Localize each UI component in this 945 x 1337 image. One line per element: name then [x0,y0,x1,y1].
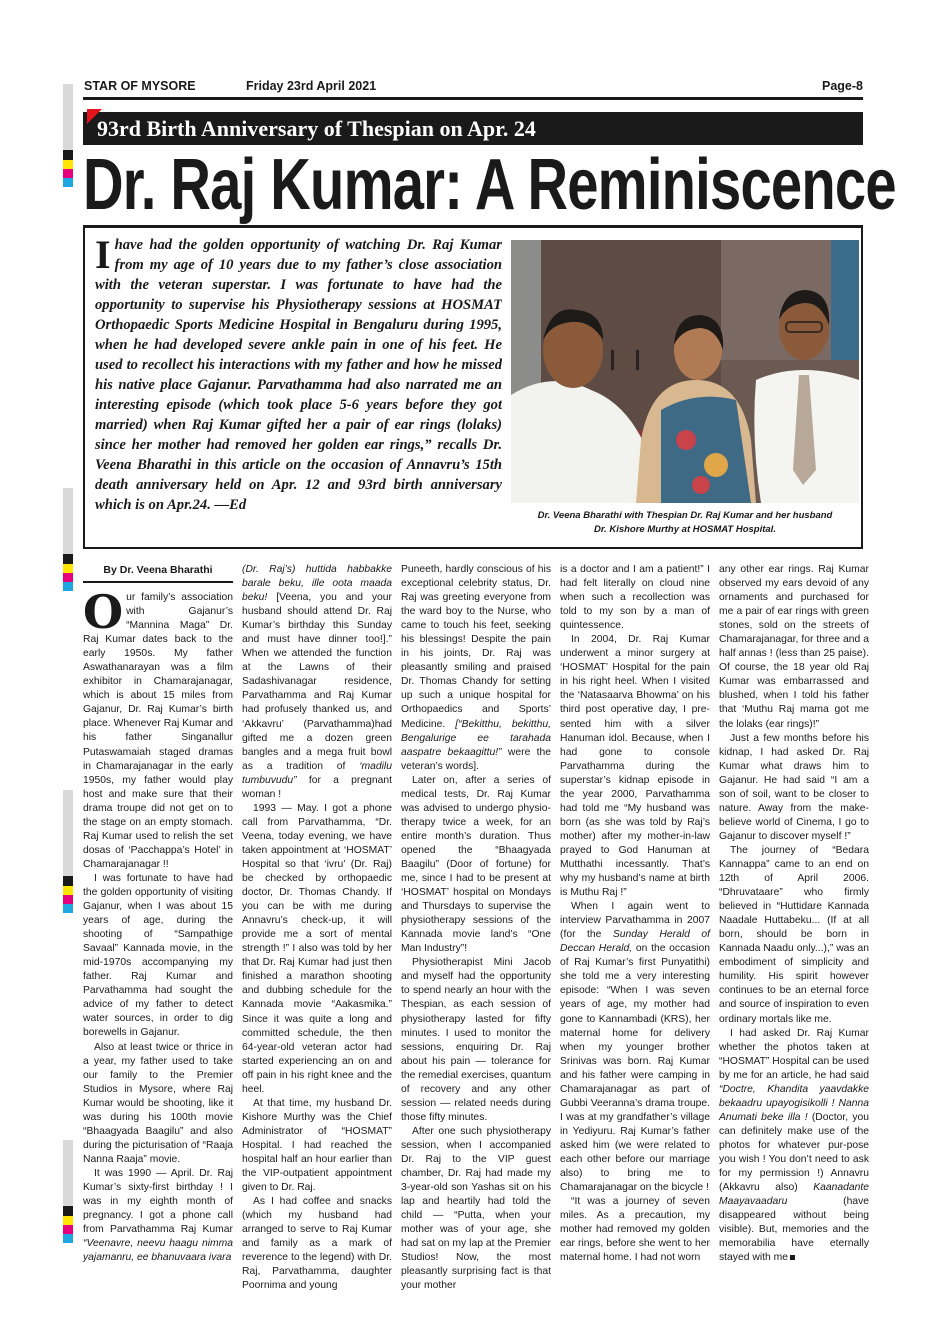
kicker-banner: 93rd Birth Anniversary of Thespian on Apr. 24 [83,112,863,145]
paragraph [242,1195,392,1293]
paragraph [719,844,869,1027]
page-number: Page-8 [822,79,863,93]
text-run: on the occasion of Raj Kumar’s first Punyatithi) she told me a very interesting episode: “When I was seven years of age, my mother had gone to Kannambadi (KRS), her maternal home for delivery when my younger brother Srinivas was born. Raj Kumar and his father were camping in Chamarajanagar as part of Gubbi Veeranna’s drama troupe. I was at my grandfather’s village in Yediyuru. Raj Kumar’s father asked him (we were related to each other before our marriage also) to bring me to Chamarajanagar on the bicycle ! [560,943,710,1194]
paragraph [83,1167,233,1265]
text-run: As I had coffee and snacks (which my husband had arranged to serve to Raj Kumar and family as a mark of reverence to the legend) with Dr. Raj, Parvathamma, daughter Poornima and young [242,1196,392,1292]
text-run: The journey of “Bedara Kannappa” came to an end on 12th of April 2006. “Dhruvataare” who firmly believed in “Huttidare Kannada Naadale Huttabeku... (If at all born, should be born in Kannada Naadu only...),” was an embodiment of simplicity and humility. His spirit however continues to be an eternal force and source of inspiration to even ordinary mortals like me. [719,844,869,1025]
paragraph [242,563,392,802]
italic-text: (Dr. Raj’s) huttida habbakke barale beku, ille oota maada beku! [242,564,392,604]
end-mark [790,1255,795,1260]
paragraph [401,563,551,774]
text-run: ur family’s association with Gajanur’s “Mannina Maga” Dr. Raj Kumar dates back to the early 1950s. My father Aswathanarayan was a film exhibitor in Chamarajanagar, which is about 15 miles from Gajanur, Dr. Raj Kumar’s birth place. Whenever Raj Kumar and his father Singanallur Putaswamaiah staged dramas in Chamarajanagar in the early 1950s, my father would play host and make sure that their drama troupe did not get on to the stage on an empty stomach. Raj Kumar used to relish the set dosas of ‘Pacchappa’s Hotel’ in Chamarajanagar !! [83,592,233,870]
paragraph [719,732,869,844]
article-column [560,563,710,1265]
drop-cap: O [83,585,124,639]
paragraph [83,585,233,872]
article-column [401,563,551,1293]
intro-body: have had the golden opportunity of watching Dr. Raj Kumar from my age of 10 years due to my father’s close association with the veteran superstar. I was fortunate to have had the opportunity to supervise his Physiotherapy sessions at HOSMAT Orthopaedic Sports Medicine Hospital in Bengaluru during 1995, when he had developed severe ankle pain in one of his feet. He used to recollect his interactions with my father and how he missed his native place Gajanur. Parvathamma had also narrated me an interesting episode (which took place 5-6 years before they got married) when Raj Kumar gifted her a pair of ear rings (lolaks) since her mother had removed her golden ear rings,” recalls Dr. Veena Bharathi in this article on the occasion of Annavru’s 15th death anniversary held on Apr. 12 and 93rd birth anniversary which is on Apr.24. —Ed [95,237,502,513]
paragraph [83,1041,233,1167]
paragraph [560,1195,710,1265]
paragraph [560,900,710,1195]
text-run: I had asked Dr. Raj Kumar whether the photos taken at “HOSMAT” Hospital can be used by me for an article, he had said [719,1027,869,1081]
paragraph [560,563,710,633]
paragraph [242,1097,392,1195]
text-run: It was 1990 — April. Dr. Raj Kumar’s sixty-first birthday ! I was in my eighth month of pregnancy. I got a phone call from Parvathamma Raj Kumar [83,1167,233,1236]
text-run: Also at least twice or thrice in a year, my father used to take our family to the Premier Studios in Mysore, where Raj Kumar would be shooting, like it was during his 100th movie “Bhaagyada Baagilu” and also during the picturisation of “Raaja Nanna Raaja” movie. [83,1041,233,1165]
italic-text: [“Bekitthu, bekitthu, Bengalurige ee tarahada aaspatre bekaagittu!” [401,718,551,758]
paragraph [242,802,392,1097]
text-run: were the veteran’s words]. [401,746,551,772]
text-run: 1993 — May. I got a phone call from Parvathamma, “Dr. Veena, today evening, we have taken appointment at ‘HOSMAT’ Hospital so that ‘ivru’ (Dr. Raj) be checked by orthopaedic doctor, Dr. Thomas Chandy. If you can be with me during Annavru’s check-up, it will provide me a sort of mental strength !” I also was told by her that Dr. Raj Kumar had just then finished a marathon shooting and dubbing schedule for the Kannada movie “Aakasmika.” Since it was quite a long and committed schedule, the then 64-year-old veteran actor had started experiencing an on and off pain in his right knee and the heel. [242,802,392,1095]
photo-caption-line: Dr. Veena Bharathi with Thespian Dr. Raj Kumar and her husband [537,510,833,521]
text-run: (Doctor, you can definitely make use of the photos for whatever pur-pose you wish ! You don’t need to ask for my permission !) Annavru (Akkavru also) [719,1111,869,1194]
paragraph [401,774,551,957]
paragraph [401,956,551,1125]
text-run: for a pregnant woman ! [242,774,392,800]
italic-text: “Doctre, Khandita yaavdakke bekaadru upayogisikolli ! Nanna Anumati beke illa ! [719,1083,869,1123]
text-run: When I again went to interview Parvathamma in 2007 (for the [560,901,710,941]
headline: Dr. Raj Kumar: A Reminiscence [83,145,896,225]
registration-marks [63,1140,73,1243]
photo [511,240,859,503]
text-run: (have disappeared without being visible). But, memories and the memorabilia have eternally stayed with me [719,1196,869,1264]
byline-rule [83,581,233,583]
italic-text: ‘madilu tumbuvudu” [242,760,392,786]
article-column [83,585,233,1265]
text-run: any other ear rings. Raj Kumar observed my ears devoid of any ornaments and purchased for me a pair of ear rings with green stones, sold on the streets of Chamarajanagar, for three and a half annas ! (less than 25 paise). Of course, the 18 year old Raj Kumar was embarrassed and blushed, when I told his father that ‘Muthu Raj mama got me the lolaks (ear rings)!” [719,564,869,730]
text-run: In 2004, Dr. Raj Kumar underwent a minor surgery at ‘HOSMAT’ Hospital for the pain in his right heel. When I visited the ‘Natasaarva Bhowma’ on his third post operative day, I pre-sented him with a silver Hanuman idol. Because, when I had gone to console Parvathamma during the superstar’s kidnap episode in the year 2000, Parvathamma had told me “My husband was born (as she was told by Raj’s mother) after my mother-in-law prayed to God Hanuman at Mutthathi incessantly. That’s why my husband’s name at birth is Muthu Raj !” [560,634,710,899]
issue-date: Friday 23rd April 2021 [246,79,377,93]
photo-caption [511,509,859,537]
italic-text: Sunday Herald of Deccan Herald, [560,929,710,955]
paragraph [719,563,869,732]
text-run: Just a few months before his kidnap, I had asked Dr. Raj Kumar what draws him to Gajanur. He had said “I am a son of soil, want to be closer to nature. Away from the make-believe world of Cinema, I go to Gajanur to discover myself !” [719,732,869,842]
text-run: Puneeth, hardly conscious of his exceptional celebrity status, Dr. Raj was greeting everyone from the ward boy to the Nurse, who came to touch his feet, seeking his blessings! Despite the pain in his joints, Dr. Raj was pleasantly smiling and praised Dr. Thomas Chandy for setting up such a unique hospital for Orthopaedics and Sports’ Medicine. [401,564,551,730]
publication-name: STAR OF MYSORE [84,79,196,93]
kicker-accent-triangle [87,109,102,124]
article-column [242,563,392,1293]
text-run: At that time, my husband Dr. Kishore Murthy was the Chief Administrator of “HOSMAT” Hospital. I had reached the hospital half an hour earlier than the VIP-outpatient appointment given to Dr. Raj. [242,1097,392,1194]
text-run: Physiotherapist Mini Jacob and myself had the opportunity to spend nearly an hour with the Thespian, as each session of physiotherapy lasted for fifty minutes. I used to monitor the sessions, enquiring Dr. Raj about his pain — tolerance for the remedial exercises, quantum of recovery and any other session — related needs during those fifty minutes. [401,957,551,1123]
paragraph [560,633,710,900]
header-rule [83,97,863,100]
text-run: [Veena, you and your husband should attend Dr. Raj Kumar’s birthday this Sunday and must have dinner too!].” When we attended the function at the Lawns of their Sadashivanagar residence, Parvathamma and Raj Kumar had profusely thanked us, and ‘Akkavru’ (Parvathamma)had gifted me a dozen green bangles and a mega fruit bowl as a tradition of [242,592,392,772]
paragraph [401,1125,551,1294]
intro-drop-cap: I [95,235,111,277]
text-run: is a doctor and I am a patient!” I had felt literally on cloud nine when such a recollection was told to my son by a man of quintessence. [560,564,710,632]
registration-marks [63,84,73,187]
text-run: I was fortunate to have had the golden opportunity of visiting Gajanur, when I was about 15 years of age, during the shooting of “Sampathige Savaal” Kannada movie, in the mid-1970s accompanying my father. Raj Kumar and Parvathamma had sought the advice of my father to detect water sources, in order to dig borewells in Gajanur. [83,872,233,1039]
article-column [719,563,869,1265]
byline: By Dr. Veena Bharathi [103,564,213,576]
intro-text [95,235,502,515]
italic-text: “Veenavre, neevu haagu nimma yajamanru, ee bhanuvaara ivara [83,1238,233,1264]
paragraph [719,1027,869,1266]
text-run: Later on, after a series of medical tests, Dr. Raj Kumar was advised to undergo physio-therapy twice a week, for an entire month’s duration. Thus opened the “Bhaagyada Baagilu” (Door of fortune) for me, since I had to be present at ‘HOSMAT’ hospital on Mondays and Thursdays to supervise the physiotherapy sessions of the Kannada movie land’s “One Man Industry”! [401,774,551,955]
text-run: After one such physiotherapy session, when I accompanied Dr. Raj to the VIP guest chamber, Dr. Raj had made my 3-year-old son Yashas sit on his lap and heartily had told the child — “Putta, when your mother was of your age, she had sat on my lap at the Premier Studios! Now, the most pleasantly surprising fact is that your mother [401,1125,551,1292]
photo-caption-line: Dr. Kishore Murthy at HOSMAT Hospital. [594,524,776,535]
text-run: “It was a journey of seven miles. As a precaution, my mother had removed my golden ear rings, before she went to her maternal home. I had not worn [560,1196,710,1264]
italic-text: Kaanadante Maayavaadaru [719,1182,869,1208]
paragraph [83,872,233,1041]
registration-marks [63,790,73,913]
registration-marks [63,488,73,591]
